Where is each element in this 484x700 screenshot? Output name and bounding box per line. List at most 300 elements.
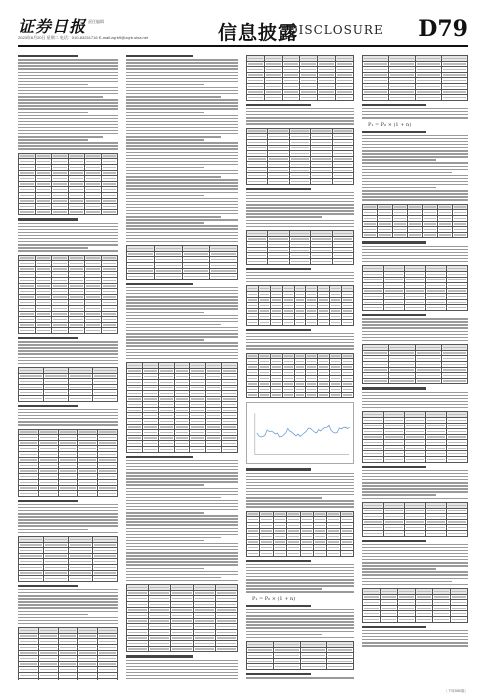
table-cell [158, 447, 174, 453]
table-cell [415, 617, 433, 623]
section-heading [18, 337, 78, 339]
text-line [126, 330, 238, 331]
text-line [126, 531, 238, 532]
text-line [126, 185, 238, 186]
text-line [18, 598, 118, 599]
text-line [246, 567, 354, 568]
table-cell [363, 457, 384, 463]
text-line [246, 210, 354, 211]
text-line [126, 491, 238, 492]
text-line [126, 142, 238, 143]
text-line [126, 324, 221, 325]
text-line [18, 72, 118, 73]
table-cell [85, 328, 102, 334]
text-line [126, 201, 238, 202]
text-line [362, 175, 468, 176]
text-line [18, 226, 118, 227]
chart-box [246, 402, 354, 464]
text-line [362, 639, 468, 640]
text-line [126, 336, 238, 337]
table-cell [441, 95, 467, 101]
text-line [126, 506, 238, 507]
table-cell [58, 491, 78, 497]
text-line [362, 181, 468, 182]
text-line [126, 161, 238, 162]
text-line [126, 192, 238, 193]
text-line [126, 130, 238, 131]
table-cell [289, 179, 310, 185]
table-cell [311, 259, 332, 265]
text-line [126, 561, 238, 562]
table-cell [142, 447, 158, 453]
text-line [18, 229, 118, 230]
section-title: 信息披露 [218, 22, 299, 44]
text-line [18, 112, 88, 113]
table-row [247, 550, 354, 556]
table-cell [426, 305, 447, 311]
data-table [362, 265, 468, 311]
text-line [362, 159, 436, 160]
table-cell [294, 320, 306, 326]
text-line [246, 275, 354, 276]
table-row [247, 664, 354, 670]
text-line [126, 568, 204, 569]
table-cell [52, 209, 69, 215]
text-line [362, 581, 452, 582]
text-line [126, 321, 238, 322]
table-row [363, 305, 468, 311]
text-line [126, 93, 238, 94]
text-line [18, 529, 88, 530]
text-line [18, 341, 118, 342]
text-line [126, 115, 238, 116]
text-line [246, 204, 354, 205]
text-line [362, 261, 468, 262]
text-line [362, 166, 468, 167]
text-line [126, 124, 238, 125]
text-line [18, 136, 103, 137]
table-cell [447, 457, 468, 463]
table-cell [19, 328, 36, 334]
text-line [362, 401, 468, 402]
text-line [246, 201, 354, 202]
text-line [126, 500, 238, 501]
text-line [126, 675, 238, 676]
text-line [246, 198, 354, 199]
data-table [18, 429, 118, 497]
section-heading [246, 468, 311, 470]
table-cell [294, 392, 306, 398]
text-line [126, 342, 238, 343]
text-line [126, 210, 238, 211]
text-line [126, 216, 221, 217]
text-line [18, 65, 118, 66]
table-cell [389, 378, 415, 384]
table-cell [300, 550, 313, 556]
text-line [18, 510, 118, 511]
text-line [246, 213, 354, 214]
text-line [362, 190, 468, 191]
text-line [126, 112, 204, 113]
table-cell [19, 491, 39, 497]
text-line [126, 235, 238, 236]
text-line [18, 108, 118, 109]
table-cell [273, 550, 286, 556]
table-cell [258, 392, 270, 398]
text-line [362, 392, 468, 393]
column-2 [126, 52, 238, 680]
text-line [126, 293, 238, 294]
table-cell [426, 457, 447, 463]
table-cell [264, 95, 282, 101]
text-line [246, 339, 354, 340]
data-table [362, 411, 468, 462]
data-table [362, 55, 468, 101]
text-line [246, 114, 354, 115]
table-cell [327, 550, 340, 556]
table-cell [268, 259, 289, 265]
text-line [126, 509, 238, 510]
text-line [126, 148, 238, 149]
text-line [362, 559, 468, 560]
text-line [18, 353, 118, 354]
table-cell [68, 209, 85, 215]
text-line [362, 327, 468, 328]
text-line [126, 494, 238, 495]
table-cell [270, 392, 282, 398]
text-line [126, 475, 238, 476]
section-heading [362, 466, 426, 468]
text-line [362, 162, 468, 163]
table-row [247, 95, 354, 101]
text-line [246, 220, 354, 221]
section-heading [362, 241, 426, 243]
masthead-rule [18, 45, 468, 47]
text-line [18, 142, 118, 143]
text-line [126, 666, 238, 667]
text-line [126, 170, 238, 171]
table-cell [287, 550, 300, 556]
table-cell [393, 232, 408, 238]
text-line [126, 678, 238, 679]
text-line [246, 582, 354, 583]
data-table [246, 128, 354, 185]
table-row [363, 530, 468, 536]
column-3 [246, 52, 354, 680]
text-line [126, 546, 238, 547]
text-line [246, 576, 354, 577]
table-row [19, 396, 118, 402]
data-table [126, 245, 238, 280]
text-line [362, 578, 468, 579]
text-line [126, 537, 221, 538]
text-line [126, 225, 238, 226]
table-row [363, 378, 468, 384]
text-line [362, 479, 468, 480]
table-cell [300, 664, 327, 670]
section-heading [126, 283, 193, 285]
text-line [246, 631, 354, 632]
text-line [362, 574, 468, 575]
text-line [126, 105, 238, 106]
table-cell [363, 95, 389, 101]
table-cell [318, 95, 336, 101]
text-line [362, 153, 468, 154]
data-table [18, 367, 118, 402]
data-table [18, 627, 118, 680]
text-line [18, 247, 88, 248]
table-row [127, 646, 238, 652]
text-line [126, 571, 238, 572]
text-line [246, 342, 354, 343]
text-line [18, 241, 118, 242]
text-line [126, 460, 238, 461]
table-cell [447, 530, 468, 536]
text-line [362, 485, 468, 486]
data-table [246, 511, 354, 557]
text-line [126, 574, 238, 575]
table-cell [98, 678, 118, 680]
table-row [247, 179, 354, 185]
text-line [126, 102, 238, 103]
text-line [362, 482, 468, 483]
formula: P₁ = P₀ × (1 + n) [368, 121, 412, 128]
table-cell [206, 447, 222, 453]
text-line [362, 187, 436, 188]
masthead [18, 14, 468, 44]
text-line [362, 331, 468, 332]
text-line [126, 564, 238, 565]
text-line [246, 491, 354, 492]
data-table [246, 641, 354, 670]
table-cell [171, 646, 193, 652]
chart-svg [247, 403, 353, 463]
text-line [126, 219, 238, 220]
text-line [362, 636, 468, 637]
table-cell [306, 392, 318, 398]
page-number: D79 [418, 16, 468, 42]
table-row [363, 95, 468, 101]
text-line [18, 99, 118, 100]
text-line [18, 96, 103, 97]
text-line [18, 595, 118, 596]
text-line [246, 192, 354, 193]
table-row [247, 392, 354, 398]
table-cell [318, 320, 330, 326]
table-cell [330, 392, 342, 398]
section-heading [246, 673, 311, 675]
text-line [18, 617, 118, 618]
table-cell [260, 550, 273, 556]
table-cell [247, 550, 260, 556]
table-cell [332, 259, 353, 265]
table-cell [330, 320, 342, 326]
text-line [246, 216, 322, 217]
text-line [126, 59, 238, 60]
table-cell [193, 646, 215, 652]
text-line [126, 488, 238, 489]
text-line [126, 352, 238, 353]
text-line [18, 133, 118, 134]
table-cell [101, 328, 118, 334]
text-line [246, 476, 354, 477]
text-line [18, 418, 118, 419]
section-heading [362, 104, 426, 106]
text-line [18, 611, 118, 612]
text-line [362, 630, 468, 631]
table-cell [52, 328, 69, 334]
text-line [246, 506, 354, 507]
text-line [18, 412, 118, 413]
data-table [362, 502, 468, 537]
text-line [126, 84, 204, 85]
dateline: 2023年6月20日 星期二 电话：010-83251716 E-mail:zqrb9@zqrb.sina.net [18, 35, 149, 40]
text-line [126, 108, 238, 109]
text-line [362, 196, 468, 197]
table-cell [408, 232, 423, 238]
text-line [126, 75, 238, 76]
text-line [362, 565, 468, 566]
text-line [362, 494, 436, 495]
table-cell [384, 457, 405, 463]
table-row [127, 274, 238, 280]
section-heading [246, 188, 311, 190]
table-cell [433, 617, 451, 623]
text-line [362, 150, 468, 151]
text-line [126, 524, 238, 525]
text-line [126, 188, 238, 189]
text-line [126, 155, 238, 156]
text-line [126, 308, 238, 309]
text-line [18, 102, 118, 103]
text-line [126, 660, 238, 661]
section-subtitle: DISCLOSURE [288, 23, 384, 37]
text-line [126, 179, 238, 180]
text-line [126, 213, 238, 214]
text-line [362, 318, 468, 319]
text-line [126, 481, 238, 482]
text-line [246, 336, 354, 337]
text-line [246, 588, 322, 589]
text-line [246, 485, 354, 486]
text-line [126, 503, 238, 504]
data-table [246, 55, 354, 101]
text-line [362, 544, 468, 545]
text-line [362, 114, 468, 115]
text-line [362, 252, 468, 253]
text-line [18, 357, 118, 358]
text-line [18, 513, 118, 514]
table-cell [313, 550, 326, 556]
text-line [18, 360, 118, 361]
text-line [126, 290, 238, 291]
text-line [126, 312, 204, 313]
text-line [18, 68, 118, 69]
table-cell [93, 576, 118, 582]
text-line [126, 518, 238, 519]
table-cell [340, 550, 353, 556]
text-line [246, 479, 354, 480]
text-line [246, 570, 354, 571]
table-cell [19, 678, 39, 680]
text-line [126, 552, 238, 553]
table-cell [306, 320, 318, 326]
text-line [246, 108, 354, 109]
text-line [126, 540, 204, 541]
section-heading [246, 329, 311, 331]
text-line [246, 272, 354, 273]
table-cell [389, 95, 415, 101]
text-line [362, 476, 468, 477]
text-line [246, 482, 354, 483]
table-cell [93, 396, 118, 402]
column-1 [18, 52, 118, 680]
table-cell [311, 179, 332, 185]
text-line [362, 334, 468, 335]
text-line [362, 337, 468, 338]
table-cell [405, 457, 426, 463]
data-table [18, 153, 118, 216]
table-cell [98, 491, 118, 497]
text-line [246, 278, 354, 279]
table-cell [78, 678, 98, 680]
text-line [18, 139, 88, 140]
table-cell [363, 378, 389, 384]
text-line [126, 90, 238, 91]
text-line [18, 238, 118, 239]
section-heading [246, 560, 311, 562]
table-cell [405, 530, 426, 536]
table-cell [43, 396, 68, 402]
text-line [126, 663, 238, 664]
section-heading [126, 456, 193, 458]
table-cell [363, 305, 384, 311]
text-line [18, 148, 118, 149]
text-line [362, 553, 468, 554]
text-line [246, 637, 354, 638]
text-line [246, 618, 354, 619]
text-line [126, 176, 221, 177]
text-line [362, 470, 468, 471]
text-line [126, 222, 204, 223]
table-row [363, 232, 468, 238]
section-heading [126, 55, 193, 57]
text-line [362, 321, 468, 322]
table-cell [154, 274, 182, 280]
text-line [18, 59, 118, 60]
text-line [362, 169, 468, 170]
table-cell [38, 678, 58, 680]
table-cell [78, 491, 98, 497]
text-line [362, 547, 468, 548]
table-cell [38, 491, 58, 497]
text-line [126, 349, 238, 350]
text-line [126, 315, 238, 316]
section-heading [18, 585, 78, 587]
text-line [246, 677, 354, 678]
text-line [126, 145, 238, 146]
data-table [246, 285, 354, 325]
text-line [18, 90, 118, 91]
table-cell [127, 646, 149, 652]
text-line [126, 345, 238, 346]
text-line [126, 287, 238, 288]
text-line [18, 232, 118, 233]
text-line [362, 633, 468, 634]
text-line [126, 318, 238, 319]
section-heading [362, 131, 426, 133]
text-line [18, 118, 118, 119]
